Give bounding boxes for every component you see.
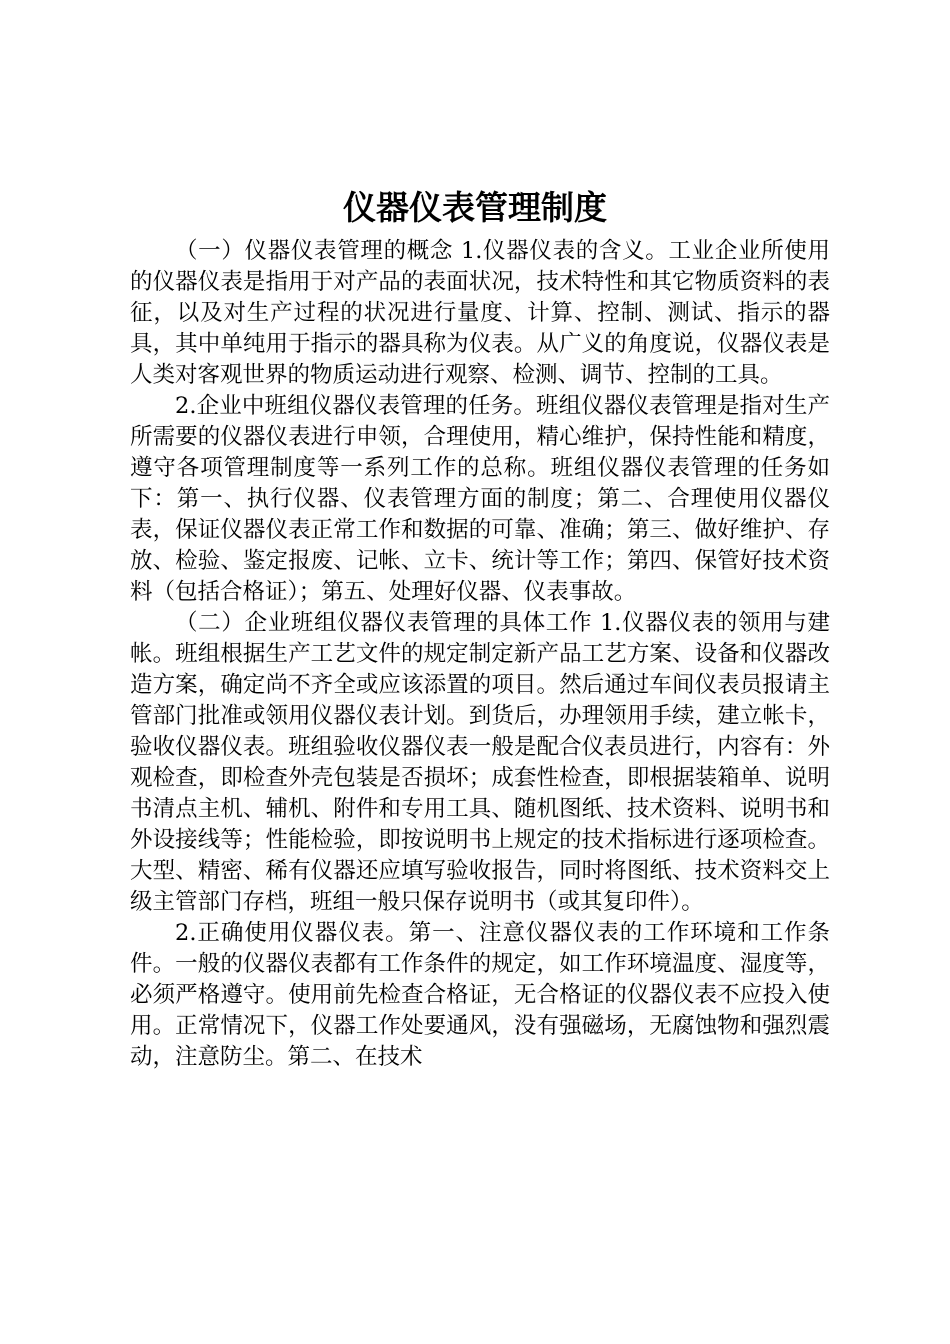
paragraph-specific-work: （二）企业班组仪器仪表管理的具体工作 1.仪器仪表的领用与建帐。班组根据生产工艺文件的规定制定新产品工艺方案、设备和仪器改造方案，确定尚不齐全或应该添置的项目。然后通过车间仪表员报请主管部门批准或领用仪器仪表计划。到货后，办理领用手续，建立帐卡，验收仪器仪表。班组验收仪器仪表一般是配合仪表员进行，内容有：外观检查，即检查外壳包装是否损坏；成套性检查，即根据装箱单、说明书清点主机、辅机、附件和专用工具、随机图纸、技术资料、说明书和外设接线等；性能检验，即按说明书上规定的技术指标进行逐项检查。大型、精密、稀有仪器还应填写验收报告，同时将图纸、技术资料交上级主管部门存档，班组一般只保存说明书（或其复印件）。	[130, 610, 830, 915]
document-body	[130, 236, 830, 1073]
paragraph-correct-use: 2.正确使用仪器仪表。第一、注意仪器仪表的工作环境和工作条件。一般的仪器仪表都有工作条件的规定，如工作环境温度、湿度等，必须严格遵守。使用前先检查合格证，无合格证的仪器仪表不应投入使用。正常情况下，仪器工作处要通风，没有强磁场，无腐蚀物和强烈震动，注意防尘。第二、在技术	[130, 920, 830, 1070]
paragraph-tasks: 2.企业中班组仪器仪表管理的任务。班组仪器仪表管理是指对生产所需要的仪器仪表进行申领，合理使用，精心维护，保持性能和精度，遵守各项管理制度等一系列工作的总称。班组仪器仪表管理的任务如下：第一、执行仪器、仪表管理方面的制度；第二、合理使用仪器仪表，保证仪器仪表正常工作和数据的可靠、准确；第三、做好维护、存放、检验、鉴定报废、记帐、立卡、统计等工作；第四、保管好技术资料（包括合格证）；第五、处理好仪器、仪表事故。	[130, 393, 830, 605]
paragraph-concept: （一）仪器仪表管理的概念 1.仪器仪表的含义。工业企业所使用的仪器仪表是指用于对产品的表面状况，技术特性和其它物质资料的表征，以及对生产过程的状况进行量度、计算、控制、测试、指示的器具，其中单纯用于指示的器具称为仪表。从广义的角度说，仪器仪表是人类对客观世界的物质运动进行观察、检测、调节、控制的工具。	[130, 238, 830, 388]
document-title: 仪器仪表管理制度	[343, 188, 607, 227]
